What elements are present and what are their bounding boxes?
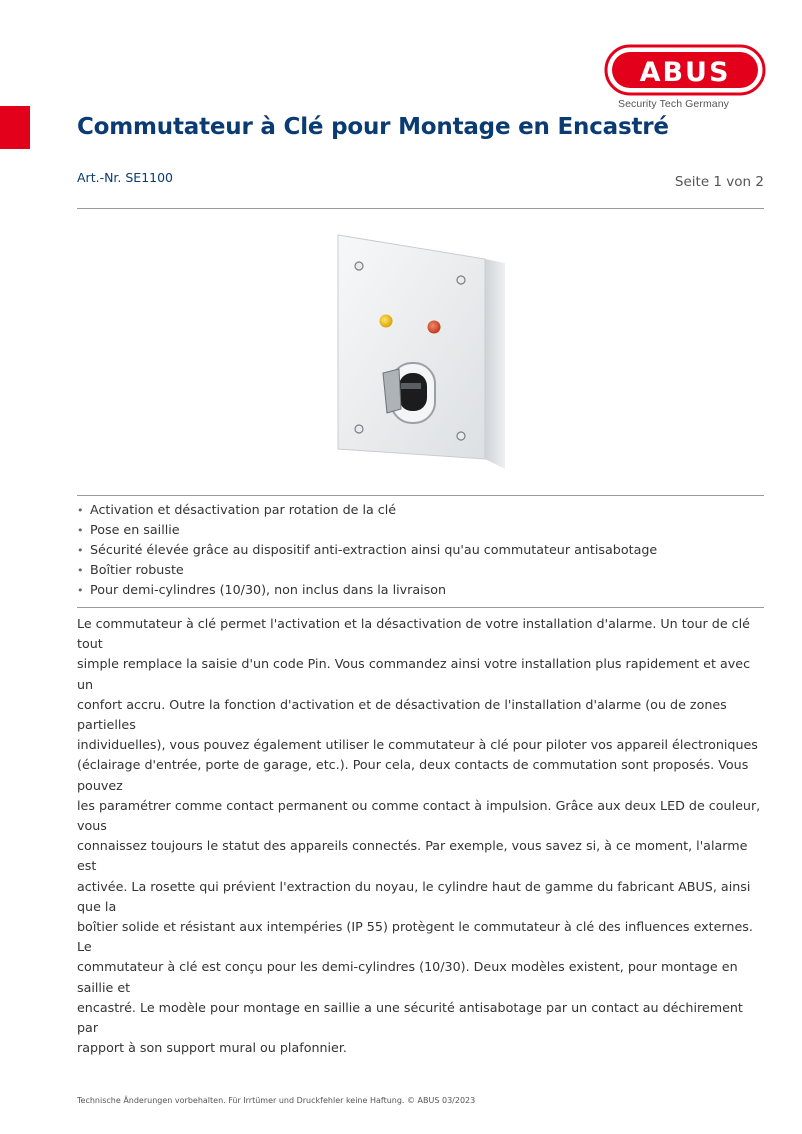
description-line: individuelles), vous pouvez également utiliser le commutateur à clé pour piloter vos appareil électroniques — [77, 737, 758, 753]
divider-features-bottom — [77, 607, 764, 608]
red-led-icon — [428, 321, 441, 334]
cylinder-icon — [399, 373, 427, 411]
key-switch-illustration — [335, 233, 505, 471]
description-line: Le commutateur à clé permet l'activation et la désactivation de votre installation d'alarme. Un tour de clé tout — [77, 616, 750, 652]
list-item — [77, 520, 657, 540]
page-number: Seite 1 von 2 — [674, 174, 764, 190]
abus-logo-icon — [604, 44, 766, 98]
description-line: activée. La rosette qui prévient l'extraction du noyau, le cylindre haut de gamme du fabricant ABUS, ainsi que la — [77, 878, 751, 914]
page-title: Commutateur à Clé pour Montage en Encastré — [77, 114, 669, 140]
description-line: boîtier solide et résistant aux intempéries (IP 55) protègent le commutateur à clé des influences externes. Le — [77, 919, 753, 955]
feature-list — [77, 500, 657, 600]
screw-icon — [457, 432, 465, 440]
bullet-icon: • — [77, 564, 84, 577]
feature-text: Pour demi-cylindres (10/30), non inclus dans la livraison — [90, 582, 447, 597]
product-description — [77, 614, 767, 1058]
list-item — [77, 540, 657, 560]
feature-text: Pose en saillie — [90, 522, 180, 537]
description-line: confort accru. Outre la fonction d'activation et de désactivation de l'installation d'alarme (ou de zones partielles — [77, 696, 727, 733]
feature-text: Boîtier robuste — [90, 562, 184, 577]
yellow-led-icon — [380, 315, 393, 328]
product-image — [335, 233, 505, 471]
list-item — [77, 560, 657, 580]
list-item — [77, 500, 657, 520]
description-line: simple remplace la saisie d'un code Pin. Vous commandez ainsi votre installation plus rapidement et avec un — [77, 656, 751, 692]
list-item — [77, 580, 657, 600]
description-line: les paramétrer comme contact permanent ou comme contact à impulsion. Grâce aux deux LED de couleur, vous — [77, 797, 761, 834]
article-number: Art.-Nr. SE1100 — [77, 170, 174, 185]
bullet-icon: • — [77, 544, 84, 557]
description-line: rapport à son support mural ou plafonnier. — [77, 1040, 347, 1056]
brand-tagline: Security Tech Germany — [618, 98, 730, 110]
bullet-icon: • — [77, 524, 84, 537]
screw-icon — [457, 276, 465, 284]
description-line: (éclairage d'entrée, porte de garage, etc.). Pour cela, deux contacts de commutation sont proposés. Vous pouvez — [77, 757, 749, 793]
bullet-icon: • — [77, 584, 84, 597]
description-line: encastré. Le modèle pour montage en saillie a une sécurité antisabotage par un contact au déchirement par — [77, 999, 743, 1036]
divider-features-top — [77, 495, 764, 496]
screw-icon — [355, 425, 363, 433]
bullet-icon: • — [77, 504, 84, 517]
description-line: connaissez toujours le statut des appareils connectés. Par exemple, vous savez si, à ce moment, l'alarme est — [77, 838, 748, 874]
red-tab-marker — [0, 106, 30, 149]
description-line: commutateur à clé est conçu pour les demi-cylindres (10/30). Deux modèles existent, pour montage en saillie et — [77, 959, 738, 995]
divider-top — [77, 208, 764, 209]
logo-text: ABUS — [639, 57, 731, 88]
feature-text: Sécurité élevée grâce au dispositif anti-extraction ainsi qu'au commutateur antisabotage — [90, 542, 658, 557]
footer-disclaimer: Technische Änderungen vorbehalten. Für Irrtümer und Druckfehler keine Haftung. © ABUS 03/2023 — [77, 1096, 476, 1105]
screw-icon — [355, 262, 363, 270]
feature-text: Activation et désactivation par rotation de la clé — [90, 502, 397, 517]
